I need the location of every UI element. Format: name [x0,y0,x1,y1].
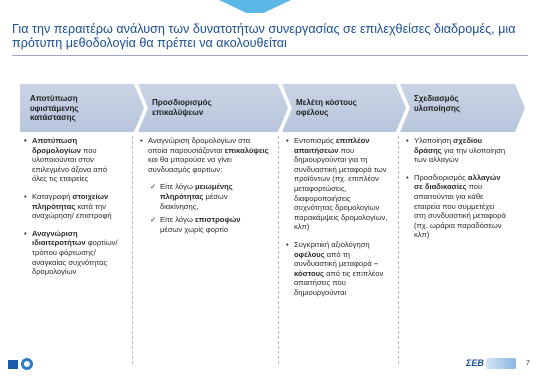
bullet-bold-text: αλλαγών σε διαδικασίες [414,172,501,192]
bullet-item [286,136,390,232]
check-bold-text: επιστροφών [195,215,241,225]
bullet-text: Αναγνώριση δρομολογίων στα οποία παρουσιάζονται [148,136,251,155]
bullet-text: Υλοποίηση [414,136,454,145]
bullet-item [24,192,124,221]
bullet-text: και θα μπορούσε να γίνει συνδυασμός φορτίων: [148,155,232,174]
check-bold-text: μειωμένης πληρότητας [160,182,233,201]
bullet-text: κατά την αναχώρηση/ επιστροφή [32,201,112,221]
step-label-2: Προσδιορισμός επικαλύψεων [152,98,212,117]
column-overlaps [140,136,270,238]
bullet-item [24,229,124,277]
bullet-text: που υλοποιούνται στον επιλεγμένο άξονα από όλες τις εταιρείες [32,145,108,184]
step-label-3: Μελέτη κόστους οφέλους [296,98,357,117]
bullet-text: που δημιουργούνται για τη συνδυαστική μεταφορά των προϊόντων (πχ. επιπλέον μεταφορτώσεις, διαφοροποιήσεις συχνότητας δρομολογίων παρακάμψεις δρομολογίων, κλπ) [294,145,388,232]
bullet-text: Συγκριτική αξιολόγηση [294,239,370,249]
bullet-bold-text: Αποτύπωση δρομολογίων [32,136,81,155]
brand-logo-mark [486,358,516,369]
bullet-bold-text: στοιχείων πληρότητας [32,191,109,211]
bullet-item [286,240,390,298]
footer-circle-logo [21,358,33,370]
top-accent-tab [219,0,291,13]
column-separator [278,136,279,364]
page-number: 7 [526,360,530,367]
check-item [144,215,256,234]
slide-title: Για την περαιτέρω ανάλυση των δυνατοτήτων συνεργασίας σε επιλεχθείσες διαδρομές, μια πρότυπη μεθοδολογία θα πρέπει να ακολουθείται [12,22,516,51]
bullet-bold-text: επιπλέον απαιτήσεων [294,136,370,155]
bullet-item [406,136,506,165]
bullet-text: Προσδιορισμός [414,172,468,182]
bullet-item [406,173,506,240]
bullet-bold-text: Αναγνώριση ιδιαιτεροτήτων [32,228,86,248]
check-text: Είτε λόγω [160,215,195,225]
column-separator [398,136,399,364]
column-cost-benefit [286,136,390,306]
check-text: μέσων διακίνησης, [160,191,228,211]
bullet-bold-text: επικαλύψεις [224,145,269,155]
bullet-item [24,136,124,184]
checkmark-icon: ✓ [150,215,157,225]
bullet-bold-text: σχεδίου δράσης [414,136,483,155]
bullet-item [140,136,270,174]
bullet-text: από τις επιπλέον απαιτήσεις που δημιουργούνται [294,268,384,297]
checkmark-icon: ✓ [150,182,157,192]
process-chevrons [20,84,525,132]
check-text: μέσων χωρίς φορτίο [160,224,229,234]
step-label-1: Αποτύπωση υφιστάμενης κατάστασης [30,94,79,122]
check-text: Είτε λόγω [160,182,195,192]
column-implementation [406,136,506,248]
brand-logo-text: ΣΕΒ [466,358,484,368]
check-item [144,182,256,211]
bullet-text: Εντοπισμός [294,136,336,145]
title-divider [12,55,528,56]
bullet-text: Καταγραφή [32,191,73,201]
step-label-4: Σχεδιασμός υλοποίησης [414,94,461,113]
bullet-bold-text: –κόστους [294,259,379,278]
column-current-state [24,136,124,285]
bullet-text: φορτίων/ τρόπου φόρτωσης/ αναγκαίας συχνότητας δρομολογίων [32,238,118,277]
column-separator [132,136,133,364]
bullet-text: που απαιτούνται για κάθε εταιρεία που συμμετέχει στη συνδυαστική μεταφορά (πχ. ωράρια παραδόσεων κλπ) [414,182,506,240]
bullet-bold-text: οφέλους [294,249,325,259]
bullet-text: για την υλοποίηση των αλλαγών [414,145,506,165]
footer-square-logo [8,360,18,369]
bullet-text: από τη συνδυαστική μεταφορά [294,249,374,269]
